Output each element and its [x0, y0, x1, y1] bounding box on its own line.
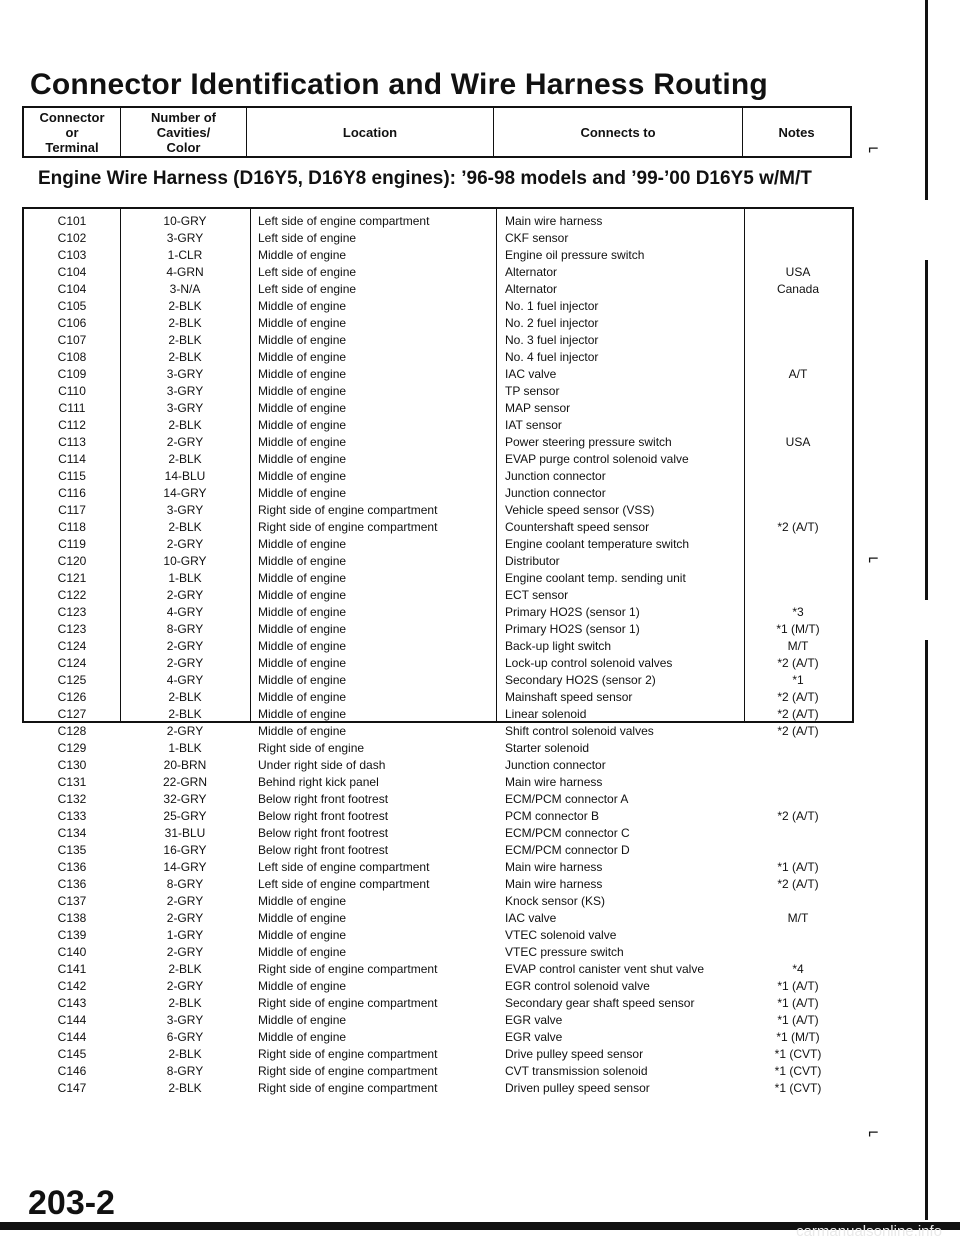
location-cell: Middle of engine [258, 656, 347, 670]
section-title: Engine Wire Harness (D16Y5, D16Y8 engines): ’96-98 models and ’99-’00 D16Y5 w/M/T [38, 168, 812, 189]
connector-cell: C108 [57, 350, 87, 364]
cavities-cell: 1-CLR [167, 248, 203, 262]
location-cell: Middle of engine [258, 554, 347, 568]
location-cell: Middle of engine [258, 928, 347, 942]
connects-to-cell: TP sensor [505, 384, 560, 398]
notes-cell: M/T [787, 911, 809, 925]
connects-to-cell: Distributor [505, 554, 560, 568]
connector-cell: C115 [58, 469, 86, 483]
location-cell: Below right front footrest [258, 809, 389, 823]
notes-cell [744, 315, 852, 332]
location-cell: Left side of engine [258, 282, 357, 296]
connector-cell: C139 [57, 928, 87, 942]
connector-cell: C138 [57, 911, 87, 925]
connects-to-cell: Junction connector [505, 758, 606, 772]
connects-to-cell: Starter solenoid [505, 741, 590, 755]
cavities-cell: 1-BLK [168, 741, 202, 755]
cavities-cell: 2-BLK [168, 1047, 202, 1061]
location-cell: Middle of engine [258, 724, 347, 738]
notes-cell: *1 [792, 673, 804, 687]
location-cell: Left side of engine compartment [258, 214, 430, 228]
connector-cell: C105 [57, 299, 87, 313]
location-cell: Middle of engine [258, 622, 347, 636]
notes-cell [744, 247, 852, 264]
cavities-cell: 2-BLK [168, 996, 202, 1010]
location-cell: Middle of engine [258, 979, 347, 993]
notes-cell: *1 (CVT) [774, 1047, 822, 1061]
connects-to-cell: VTEC solenoid valve [505, 928, 617, 942]
connector-cell: C145 [57, 1047, 87, 1061]
cavities-cell: 4-GRY [166, 673, 204, 687]
header-location: Location [247, 107, 494, 157]
connector-cell: C111 [58, 401, 86, 415]
notes-cell [744, 451, 852, 468]
location-cell: Under right side of dash [258, 758, 386, 772]
location-cell: Middle of engine [258, 486, 347, 500]
header-connector-line: Terminal [45, 139, 99, 155]
cavities-cell: 3-GRY [166, 231, 204, 245]
connects-to-cell: Main wire harness [505, 860, 603, 874]
cavities-cell: 3-GRY [166, 1013, 204, 1027]
connects-to-cell: Secondary HO2S (sensor 2) [505, 673, 656, 687]
location-cell: Left side of engine [258, 265, 357, 279]
location-cell: Right side of engine compartment [258, 1081, 438, 1095]
tab-notch-icon: ⌐ [868, 548, 879, 568]
header-cavities [121, 107, 247, 157]
connector-cell: C106 [57, 316, 87, 330]
location-cell: Middle of engine [258, 469, 347, 483]
connector-cell: C126 [57, 690, 87, 704]
cavities-cell: 8-GRY [166, 1064, 204, 1078]
connector-cell: C125 [57, 673, 87, 687]
connector-cell: C147 [57, 1081, 87, 1095]
notes-cell: *2 (A/T) [777, 707, 819, 721]
connector-cell: C136 [57, 877, 87, 891]
cavities-cell: 2-BLK [168, 452, 202, 466]
cavities-cell: 2-GRY [166, 656, 204, 670]
connector-cell: C107 [57, 333, 87, 347]
notes-cell: *1 (CVT) [774, 1081, 822, 1095]
connector-cell: C141 [57, 962, 87, 976]
cavities-cell: 2-BLK [168, 1081, 202, 1095]
location-cell: Right side of engine [258, 741, 365, 755]
cavities-cell: 2-BLK [168, 418, 202, 432]
connector-cell: C123 [57, 622, 87, 636]
notes-cell: *2 (A/T) [777, 724, 819, 738]
cavities-cell: 1-BLK [168, 571, 202, 585]
header-notes: Notes [743, 107, 852, 157]
cavities-cell: 2-BLK [168, 316, 202, 330]
notes-cell [744, 570, 852, 587]
location-cell: Left side of engine compartment [258, 860, 430, 874]
header-connector [23, 107, 121, 157]
connector-cell: C102 [57, 231, 87, 245]
cavities-cell: 2-BLK [168, 690, 202, 704]
cavities-cell: 2-BLK [168, 520, 202, 534]
column-divider [250, 209, 251, 721]
notes-cell [744, 553, 852, 570]
cavities-cell: 14-BLU [164, 469, 206, 483]
location-cell: Middle of engine [258, 299, 347, 313]
cavities-cell: 2-BLK [168, 350, 202, 364]
connector-cell: C101 [57, 214, 87, 228]
connector-cell: C104 [57, 282, 87, 296]
connects-to-cell: Secondary gear shaft speed sensor [505, 996, 695, 1010]
connector-cell: C128 [57, 724, 87, 738]
connects-to-cell: No. 3 fuel injector [505, 333, 599, 347]
header-cavities-line: Cavities/ [156, 124, 211, 140]
connector-cell: C136 [57, 860, 87, 874]
notes-cell: USA [785, 435, 811, 449]
connector-cell: C146 [57, 1064, 87, 1078]
connects-to-cell: No. 4 fuel injector [505, 350, 599, 364]
cavities-cell: 32-GRY [163, 792, 207, 806]
notes-cell [744, 774, 852, 791]
cavities-cell: 3-GRY [166, 503, 204, 517]
connects-to-cell: Engine coolant temp. sending unit [505, 571, 686, 585]
connects-to-cell: IAC valve [505, 911, 557, 925]
cavities-cell: 3-GRY [166, 367, 204, 381]
notes-cell: *1 (A/T) [777, 996, 819, 1010]
connector-cell: C123 [57, 605, 87, 619]
notes-cell [744, 757, 852, 774]
connects-to-cell: Main wire harness [505, 214, 603, 228]
binding-edge-line [925, 640, 928, 1220]
header-connects-to: Connects to [494, 107, 743, 157]
connects-to-cell: Driven pulley speed sensor [505, 1081, 650, 1095]
connects-to-cell: Primary HO2S (sensor 1) [505, 605, 640, 619]
connects-to-cell: Power steering pressure switch [505, 435, 672, 449]
location-cell: Left side of engine compartment [258, 877, 430, 891]
location-cell: Middle of engine [258, 707, 347, 721]
connector-cell: C133 [57, 809, 87, 823]
notes-cell [744, 842, 852, 859]
connector-cell: C119 [58, 537, 86, 551]
connects-to-cell: ECM/PCM connector D [505, 843, 630, 857]
connects-to-cell: Engine oil pressure switch [505, 248, 645, 262]
location-cell: Middle of engine [258, 316, 347, 330]
cavities-cell: 16-GRY [163, 843, 207, 857]
header-connector-line: Connector [39, 109, 105, 125]
notes-cell: *2 (A/T) [777, 656, 819, 670]
connector-cell: C116 [58, 486, 86, 500]
notes-cell [744, 825, 852, 842]
connector-cell: C140 [57, 945, 87, 959]
connects-to-cell: Mainshaft speed sensor [505, 690, 633, 704]
connects-to-cell: No. 2 fuel injector [505, 316, 599, 330]
page-title: Connector Identification and Wire Harness Routing [30, 68, 768, 101]
notes-cell [744, 927, 852, 944]
connector-cell: C121 [57, 571, 87, 585]
location-cell: Below right front footrest [258, 826, 389, 840]
notes-cell: USA [785, 265, 811, 279]
cavities-cell: 2-GRY [166, 639, 204, 653]
location-cell: Middle of engine [258, 639, 347, 653]
connects-to-cell: Countershaft speed sensor [505, 520, 650, 534]
connector-cell: C144 [57, 1030, 87, 1044]
tab-notch-icon: ⌐ [868, 138, 879, 158]
connector-cell: C134 [57, 826, 87, 840]
notes-cell: *2 (A/T) [777, 690, 819, 704]
connects-to-cell: Drive pulley speed sensor [505, 1047, 644, 1061]
location-cell: Middle of engine [258, 673, 347, 687]
connects-to-cell: ECM/PCM connector A [505, 792, 629, 806]
location-cell: Right side of engine compartment [258, 1047, 438, 1061]
location-cell: Middle of engine [258, 911, 347, 925]
connector-cell: C131 [57, 775, 87, 789]
cavities-cell: 2-GRY [166, 537, 204, 551]
connector-cell: C113 [58, 435, 86, 449]
notes-cell [744, 213, 852, 230]
location-cell: Middle of engine [258, 384, 347, 398]
connects-to-cell: Junction connector [505, 469, 606, 483]
location-cell: Middle of engine [258, 1013, 347, 1027]
notes-cell: A/T [788, 367, 808, 381]
location-cell: Middle of engine [258, 571, 347, 585]
notes-cell [744, 468, 852, 485]
cavities-cell: 14-GRY [163, 486, 207, 500]
connects-to-cell: IAC valve [505, 367, 557, 381]
notes-cell: *1 (CVT) [774, 1064, 822, 1078]
location-cell: Middle of engine [258, 401, 347, 415]
connector-cell: C135 [57, 843, 87, 857]
cavities-cell: 8-GRY [166, 622, 204, 636]
cavities-cell: 25-GRY [163, 809, 207, 823]
location-cell: Middle of engine [258, 1030, 347, 1044]
location-cell: Middle of engine [258, 605, 347, 619]
cavities-cell: 2-GRY [166, 979, 204, 993]
location-cell: Below right front footrest [258, 792, 389, 806]
binding-edge-line [925, 260, 928, 600]
connects-to-cell: Vehicle speed sensor (VSS) [505, 503, 655, 517]
cavities-cell: 8-GRY [166, 877, 204, 891]
connects-to-cell: Lock-up control solenoid valves [505, 656, 673, 670]
connector-cell: C142 [57, 979, 87, 993]
notes-cell [744, 298, 852, 315]
notes-cell: Canada [776, 282, 820, 296]
notes-cell: *3 [792, 605, 804, 619]
page-number: 203-2 [28, 1184, 115, 1222]
connector-cell: C110 [58, 384, 86, 398]
connector-cell: C127 [57, 707, 87, 721]
location-cell: Middle of engine [258, 690, 347, 704]
notes-cell: *1 (A/T) [777, 979, 819, 993]
header-cavities-line: Number of [151, 109, 216, 125]
location-cell: Right side of engine compartment [258, 520, 438, 534]
notes-cell [744, 332, 852, 349]
connects-to-cell: Knock sensor (KS) [505, 894, 606, 908]
connects-to-cell: Junction connector [505, 486, 606, 500]
watermark: carmanualsonline.info [796, 1223, 942, 1240]
connects-to-cell: Linear solenoid [505, 707, 587, 721]
notes-cell [744, 944, 852, 961]
connects-to-cell: IAT sensor [505, 418, 562, 432]
connects-to-cell: Main wire harness [505, 877, 603, 891]
location-cell: Middle of engine [258, 350, 347, 364]
connector-cell: C124 [57, 656, 87, 670]
connects-to-cell: EVAP control canister vent shut valve [505, 962, 704, 976]
connects-to-cell: EGR valve [505, 1030, 563, 1044]
notes-cell [744, 893, 852, 910]
connects-to-cell: EVAP purge control solenoid valve [505, 452, 689, 466]
notes-cell [744, 536, 852, 553]
location-cell: Middle of engine [258, 588, 347, 602]
cavities-cell: 2-GRY [166, 724, 204, 738]
cavities-cell: 22-GRN [162, 775, 207, 789]
location-cell: Right side of engine compartment [258, 962, 438, 976]
cavities-cell: 2-GRY [166, 911, 204, 925]
location-cell: Middle of engine [258, 435, 347, 449]
connects-to-cell: No. 1 fuel injector [505, 299, 599, 313]
location-column [258, 213, 494, 1097]
connector-cell: C103 [57, 248, 87, 262]
connector-cell: C118 [58, 520, 86, 534]
connects-to-cell: EGR control solenoid valve [505, 979, 650, 993]
cavities-cell: 10-GRY [163, 214, 207, 228]
connects-to-cell: Alternator [505, 282, 558, 296]
cavities-column [120, 213, 250, 1097]
connects-to-column [505, 213, 743, 1097]
connector-cell: C117 [58, 503, 86, 517]
cavities-cell: 2-GRY [166, 435, 204, 449]
cavities-cell: 3-GRY [166, 401, 204, 415]
location-cell: Middle of engine [258, 452, 347, 466]
notes-cell: *1 (M/T) [776, 1030, 820, 1044]
connector-cell: C137 [57, 894, 87, 908]
location-cell: Behind right kick panel [258, 775, 379, 789]
cavities-cell: 2-GRY [166, 894, 204, 908]
cavities-cell: 2-GRY [166, 945, 204, 959]
cavities-cell: 31-BLU [164, 826, 206, 840]
connector-cell: C143 [57, 996, 87, 1010]
header-connector-line: or [65, 124, 79, 140]
connects-to-cell: Shift control solenoid valves [505, 724, 654, 738]
notes-cell [744, 791, 852, 808]
cavities-cell: 4-GRN [166, 265, 204, 279]
cavities-cell: 1-GRY [166, 928, 204, 942]
connects-to-cell: CVT transmission solenoid [505, 1064, 648, 1078]
connector-cell: C112 [58, 418, 86, 432]
notes-cell: *2 (A/T) [777, 520, 819, 534]
notes-cell: *4 [792, 962, 804, 976]
cavities-cell: 20-BRN [163, 758, 207, 772]
cavities-cell: 6-GRY [166, 1030, 204, 1044]
notes-cell [744, 349, 852, 366]
location-cell: Below right front footrest [258, 843, 389, 857]
location-cell: Middle of engine [258, 248, 347, 262]
cavities-cell: 2-BLK [168, 333, 202, 347]
cavities-cell: 2-BLK [168, 962, 202, 976]
connector-cell: C144 [57, 1013, 87, 1027]
cavities-cell: 10-GRY [163, 554, 207, 568]
location-cell: Right side of engine compartment [258, 503, 438, 517]
tab-notch-icon: ⌐ [868, 1122, 879, 1142]
connects-to-cell: ECM/PCM connector C [505, 826, 630, 840]
connects-to-cell: Alternator [505, 265, 558, 279]
connector-cell: C114 [58, 452, 86, 466]
cavities-cell: 2-GRY [166, 588, 204, 602]
location-cell: Right side of engine compartment [258, 996, 438, 1010]
notes-cell: *1 (A/T) [777, 1013, 819, 1027]
notes-cell: *2 (A/T) [777, 877, 819, 891]
connects-to-cell: Primary HO2S (sensor 1) [505, 622, 640, 636]
binding-edge-line [925, 0, 928, 200]
notes-cell [744, 230, 852, 247]
location-cell: Middle of engine [258, 367, 347, 381]
notes-cell [744, 740, 852, 757]
connector-cell: C124 [57, 639, 87, 653]
connects-to-cell: CKF sensor [505, 231, 569, 245]
notes-cell [744, 383, 852, 400]
connector-cell: C109 [57, 367, 87, 381]
notes-column [744, 213, 852, 1097]
connects-to-cell: PCM connector B [505, 809, 600, 823]
connector-table [22, 207, 854, 1095]
column-header-table [22, 106, 852, 158]
cavities-cell: 2-BLK [168, 299, 202, 313]
cavities-cell: 14-GRY [163, 860, 207, 874]
connector-cell: C120 [57, 554, 87, 568]
cavities-cell: 3-N/A [169, 282, 201, 296]
notes-cell [744, 417, 852, 434]
cavities-cell: 4-GRY [166, 605, 204, 619]
cavities-cell: 2-BLK [168, 707, 202, 721]
header-cavities-line: Color [166, 139, 201, 155]
notes-cell [744, 485, 852, 502]
location-cell: Left side of engine [258, 231, 357, 245]
connects-to-cell: MAP sensor [505, 401, 571, 415]
connector-column [24, 213, 120, 1097]
location-cell: Right side of engine compartment [258, 1064, 438, 1078]
connector-cell: C132 [57, 792, 87, 806]
cavities-cell: 3-GRY [166, 384, 204, 398]
location-cell: Middle of engine [258, 537, 347, 551]
connector-cell: C122 [57, 588, 87, 602]
notes-cell: *1 (A/T) [777, 860, 819, 874]
location-cell: Middle of engine [258, 333, 347, 347]
location-cell: Middle of engine [258, 418, 347, 432]
notes-cell [744, 502, 852, 519]
column-divider [496, 209, 497, 721]
connects-to-cell: Main wire harness [505, 775, 603, 789]
connects-to-cell: EGR valve [505, 1013, 563, 1027]
connects-to-cell: ECT sensor [505, 588, 569, 602]
notes-cell: *1 (M/T) [776, 622, 820, 636]
connects-to-cell: Engine coolant temperature switch [505, 537, 690, 551]
notes-cell [744, 587, 852, 604]
connector-cell: C130 [57, 758, 87, 772]
location-cell: Middle of engine [258, 945, 347, 959]
connector-cell: C129 [57, 741, 87, 755]
connects-to-cell: VTEC pressure switch [505, 945, 624, 959]
location-cell: Middle of engine [258, 894, 347, 908]
notes-cell [744, 400, 852, 417]
notes-cell: M/T [787, 639, 809, 653]
connects-to-cell: Back-up light switch [505, 639, 612, 653]
notes-cell: *2 (A/T) [777, 809, 819, 823]
connector-cell: C104 [57, 265, 87, 279]
